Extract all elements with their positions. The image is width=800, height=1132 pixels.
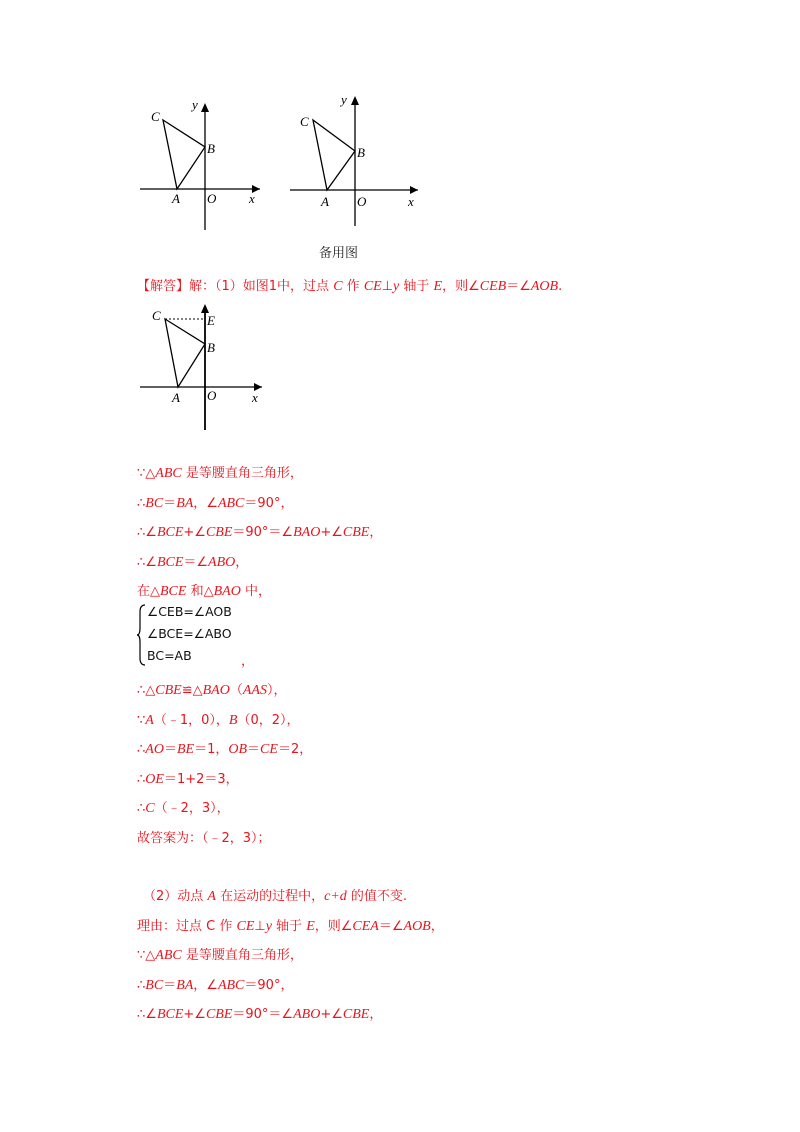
label-O2: O	[357, 194, 367, 209]
answer-line: 故答案为：（﹣2，3）；	[137, 831, 271, 846]
left-brace-icon	[137, 604, 147, 666]
proof-line-3: ∴∠BCE+∠CBE＝90°＝∠BAO+∠CBE，	[137, 525, 383, 540]
part2-line-1: （2）动点 A 在运动的过程中，c+d 的值不变.	[143, 889, 408, 904]
label-C2: C	[300, 114, 309, 129]
label-x: x	[249, 191, 255, 206]
proof-line-7: ∵A（﹣1，0），B（0，2），	[137, 713, 300, 728]
proof-line-6: ∴△CBE≌△BAO（AAS），	[137, 683, 287, 698]
figure-top-right	[285, 90, 425, 230]
system-comma: ，	[241, 654, 255, 669]
part2-line-5: ∴∠BCE+∠CBE＝90°＝∠ABO+∠CBE，	[137, 1007, 383, 1022]
system-row-2: ∠BCE=∠ABO	[147, 626, 232, 641]
system-row-1: ∠CEB=∠AOB	[147, 604, 232, 619]
label-x3: x	[252, 390, 258, 405]
label-O3: O	[207, 388, 217, 403]
equation-system	[137, 604, 277, 669]
label-O: O	[207, 191, 217, 206]
label-B3: B	[207, 340, 215, 355]
label-A2: A	[321, 194, 329, 209]
part2-line-2: 理由：过点 C 作 CE⊥y 轴于 E，则∠CEA＝∠AOB，	[137, 919, 444, 934]
proof-line-8: ∴AO＝BE＝1，OB＝CE＝2，	[137, 742, 313, 757]
label-B2: B	[357, 145, 365, 160]
figure-top-left	[135, 95, 270, 235]
label-A: A	[172, 191, 180, 206]
label-A3: A	[172, 390, 180, 405]
part2-line-4: ∴BC＝BA，∠ABC＝90°，	[137, 978, 294, 993]
proof-line-9: ∴OE＝1+2＝3，	[137, 772, 239, 787]
label-C: C	[151, 109, 160, 124]
label-y: y	[192, 97, 198, 112]
proof-line-1: ∵△ABC 是等腰直角三角形，	[137, 466, 303, 481]
proof-line-4: ∴∠BCE＝∠ABO，	[137, 555, 249, 570]
proof-line-10: ∴C（﹣2，3），	[137, 801, 230, 816]
label-E: E	[207, 313, 215, 328]
proof-line-5: 在△BCE 和△BAO 中，	[137, 584, 271, 599]
label-x2: x	[408, 194, 414, 209]
figure-caption: 备用图	[319, 246, 359, 261]
answer-header: 【解答】解：（1）如图1中，过点 C 作 CE⊥y 轴于 E，则∠CEB＝∠AOB.	[137, 279, 563, 294]
label-B: B	[207, 141, 215, 156]
system-row-3: BC=AB	[147, 648, 192, 663]
proof-line-2: ∴BC＝BA，∠ABC＝90°，	[137, 496, 294, 511]
label-C3: C	[152, 308, 161, 323]
figure-1	[135, 300, 270, 435]
label-y2: y	[341, 92, 347, 107]
part2-line-3: ∵△ABC 是等腰直角三角形，	[137, 948, 303, 963]
